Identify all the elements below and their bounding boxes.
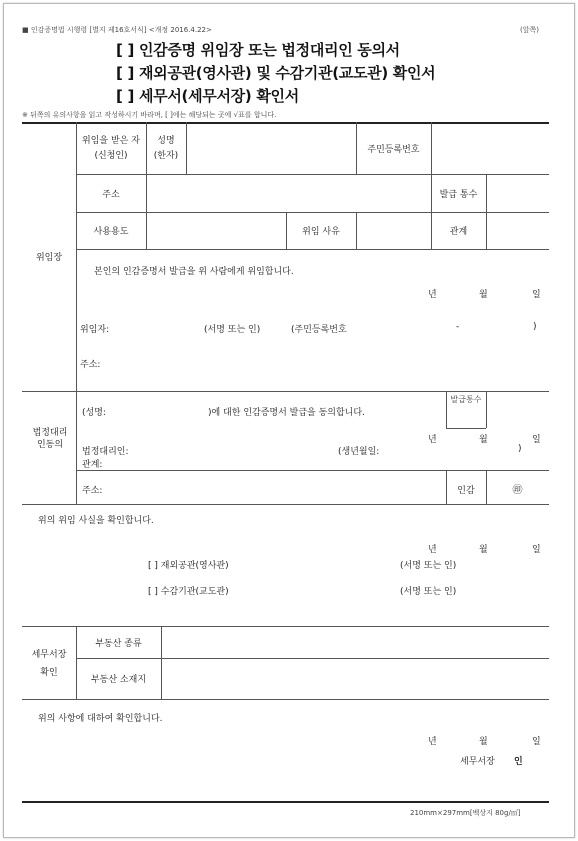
title-tax-office: [ ] 세무서(세무서장) 확인서	[116, 87, 299, 105]
table-bottom-border	[22, 801, 549, 803]
signature-placeholder: (서명 또는 인)	[204, 325, 261, 335]
tax-year: 년	[428, 737, 437, 747]
notice: ※ 뒤쪽의 유의사항을 읽고 작성하시기 바라며, [ ]에는 해당되는 곳에 √표를 합니다.	[22, 111, 277, 119]
relation-label: 관계	[449, 227, 468, 237]
section-label-proxy: 위임장	[35, 253, 63, 263]
name-sub: (한자)	[153, 151, 179, 161]
guardian-birth-close: )	[518, 444, 522, 454]
property-type-label: 부동산 종류	[95, 639, 142, 649]
paper-spec: 210mm×297mm[백상지 80g/㎡]	[410, 809, 521, 817]
col-line	[186, 122, 187, 174]
col-line	[76, 391, 77, 504]
section-divider	[22, 504, 549, 505]
consulate-checkbox[interactable]: [ ] 재외공관(영사관)	[148, 561, 229, 571]
confirm-statement: 위의 위임 사실을 확인합니다.	[38, 516, 154, 526]
form-reference: ■ 인감증명법 시행령 [별지 제16호서식] <개정 2016.4.22>	[22, 26, 212, 34]
date-day: 일	[532, 290, 541, 300]
confirm-year: 년	[428, 545, 437, 555]
name-label: 성명	[157, 136, 175, 146]
guardian-label: 법정대리인:	[82, 447, 129, 457]
resident-no-open: (주민등록번호	[291, 325, 347, 335]
tax-month: 월	[479, 737, 488, 747]
col-line	[431, 122, 432, 174]
title-proxy: [ ] 인감증명 위임장 또는 법정대리인 동의서	[116, 41, 400, 59]
row-line	[76, 658, 549, 659]
col-line	[76, 122, 77, 391]
seal-mark-icon: ㊞	[512, 485, 523, 496]
proxy-statement: 본인의 인감증명서 발급을 위 사람에게 위임합니다.	[94, 267, 294, 277]
col-line	[486, 391, 487, 428]
col-line	[146, 174, 147, 249]
resident-no-close: )	[533, 322, 537, 332]
tax-statement: 위의 사항에 대하여 확인합니다.	[38, 714, 163, 724]
resident-no-label: 주민등록번호	[367, 145, 420, 155]
section-divider	[22, 699, 549, 700]
guardian-birth-label: (생년월일:	[338, 447, 380, 457]
delegator-address: 주소:	[80, 360, 101, 370]
resident-no-dash: -	[456, 322, 460, 332]
row-line	[76, 470, 549, 471]
date-year: 년	[428, 290, 437, 300]
row-line	[76, 249, 549, 250]
tax-chief-seal: 인	[514, 757, 523, 767]
consulate-signature: (서명 또는 인)	[400, 561, 457, 571]
date-month: 월	[479, 290, 488, 300]
table-top-border	[22, 122, 549, 124]
section-label-guardian: 법정대리인동의	[32, 428, 68, 450]
form-page	[8, 8, 568, 833]
prison-checkbox[interactable]: [ ] 수감기관(교도관)	[148, 587, 229, 597]
guardian-month: 월	[479, 435, 488, 445]
section-divider	[22, 391, 549, 392]
tax-day: 일	[532, 737, 541, 747]
seal-label: 인감	[457, 486, 475, 496]
col-line	[486, 174, 487, 212]
guardian-day: 일	[532, 435, 541, 445]
guardian-issue-count: 발급통수	[450, 395, 482, 404]
row-line	[446, 428, 486, 429]
guardian-statement: )에 대한 인감증명서 발급을 동의합니다.	[208, 408, 365, 418]
section-divider	[22, 626, 549, 627]
confirm-month: 월	[479, 545, 488, 555]
tax-chief-label: 세무서장	[460, 757, 495, 767]
usage-label: 사용용도	[93, 227, 129, 237]
reason-label: 위임 사유	[302, 227, 340, 237]
address-label: 주소	[102, 190, 120, 200]
confirm-day: 일	[532, 545, 541, 555]
delegator-label: 위임자:	[80, 325, 110, 335]
side-note: (앞쪽)	[520, 26, 539, 34]
tax-section-label-2: 확인	[40, 668, 58, 678]
recipient-label: 위임을 받은 자	[82, 136, 140, 146]
tax-section-label-1: 세무서장	[31, 650, 67, 660]
issue-count-label: 발급 통수	[439, 190, 478, 200]
guardian-address: 주소:	[82, 486, 103, 496]
recipient-sub: (신청인)	[94, 151, 128, 161]
col-line	[161, 626, 162, 699]
col-line	[356, 212, 357, 249]
title-consulate: [ ] 재외공관(영사관) 및 수감기관(교도관) 확인서	[116, 64, 436, 82]
property-location-label: 부동산 소재지	[90, 675, 147, 685]
prison-signature: (서명 또는 인)	[400, 587, 457, 597]
guardian-relation: 관계:	[82, 460, 103, 470]
col-line	[486, 212, 487, 249]
guardian-year: 년	[428, 435, 437, 445]
guardian-name-label: (성명:	[82, 408, 106, 418]
